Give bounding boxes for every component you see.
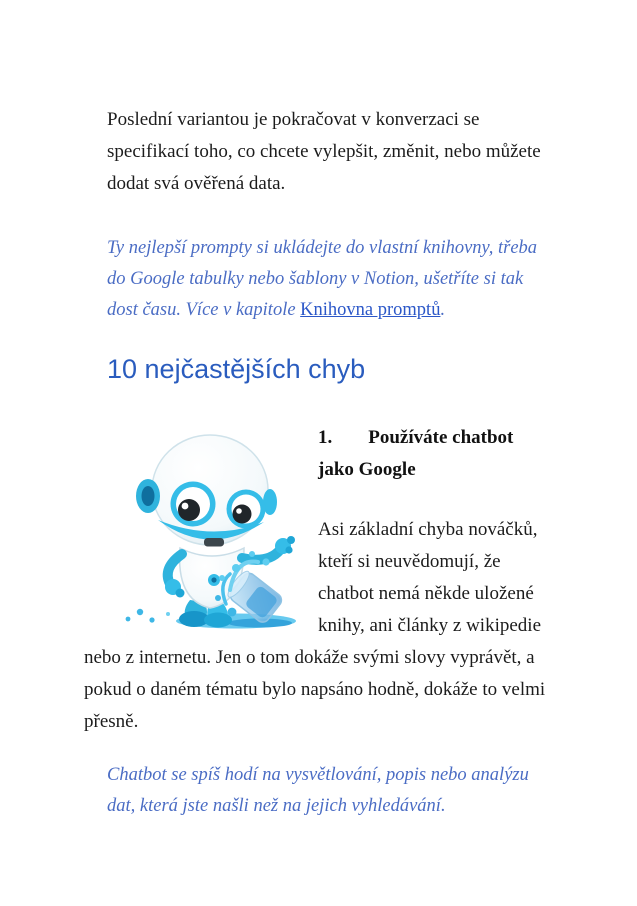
mistake-1-number: 1. bbox=[318, 427, 333, 448]
section-heading: 10 nejčastějších chyb bbox=[107, 354, 366, 384]
paragraph-intro: Poslední variantou je pokračovat v konverzaci se specifikací toho, co chcete vylepšit, změnit, nebo můžete dodat svá ověřená data. bbox=[107, 109, 541, 194]
mistake-1-paragraph: Asi základní chyba nováčků, kteří si neuvědomují, že chatbot nemá někde uložené knihy, ani články z wikipedie nebo z internetu. Jen o tom dokáže svými slovy vyprávět, a pokud o daném tématu bylo napsáno hodně, dokáže to velmi přesně. bbox=[84, 519, 546, 732]
robot-mouth bbox=[204, 538, 224, 547]
mistake-1-title-text: Používáte chatbot jako Google bbox=[318, 427, 514, 480]
mistake-1-section bbox=[84, 422, 547, 738]
tip-quote-paragraph bbox=[107, 233, 547, 326]
tip-quote-suffix: . bbox=[440, 300, 446, 320]
tip-quote-text: Ty nejlepší prompty si ukládejte do vlastní knihovny, třeba do Google tabulky nebo šablony v Notion, ušetříte si tak dost času. Více v kapitole bbox=[107, 238, 538, 320]
chapter-link-knihovna-promptu[interactable]: Knihovna promptů bbox=[300, 300, 441, 320]
robot-right-arm bbox=[242, 536, 295, 560]
closing-quote-paragraph: Chatbot se spíš hodí na vysvětlování, popis nebo analýzu dat, která jste našli než na jejich vyhledávání. bbox=[107, 765, 529, 816]
robot-spilled-water-image bbox=[118, 422, 308, 630]
